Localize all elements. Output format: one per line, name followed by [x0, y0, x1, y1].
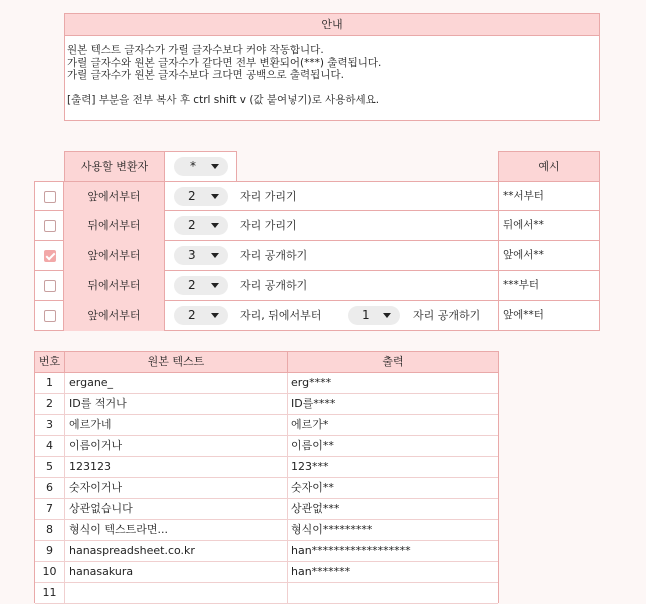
output-cell[interactable]: erg****: [291, 376, 332, 389]
example-value: ***부터: [498, 271, 600, 301]
setting-row: [34, 271, 600, 301]
example-value: **서부터: [498, 182, 600, 212]
source-cell[interactable]: 숫자이거나: [65, 478, 288, 498]
checkbox-cell: [34, 271, 64, 301]
notice-title: 안내: [65, 14, 599, 36]
source-cell[interactable]: ID를 적거나: [65, 394, 288, 414]
table-row: [35, 478, 498, 499]
source-cell[interactable]: 상관없습니다: [65, 499, 288, 519]
source-cell[interactable]: [65, 583, 288, 603]
chevron-down-icon: [211, 313, 219, 318]
output-cell[interactable]: 형식이*********: [291, 523, 373, 536]
count-value: 2: [188, 308, 196, 322]
notice-line: [출력] 부분을 전부 복사 후 ctrl shift v (값 붙여넣기)로 사용하세요.: [67, 94, 380, 106]
row-checkbox[interactable]: [44, 310, 56, 322]
row-number: 3: [35, 415, 65, 435]
output-cell[interactable]: han******************: [291, 544, 411, 557]
chevron-down-icon: [211, 164, 219, 169]
action-label: 자리 가리기: [240, 190, 297, 203]
count-value: 2: [188, 218, 196, 232]
source-cell[interactable]: hanasakura: [65, 562, 288, 582]
count-select[interactable]: [174, 276, 228, 295]
row-checkbox[interactable]: [44, 220, 56, 232]
table-row: [35, 373, 498, 394]
action-label: 자리 가리기: [240, 219, 297, 232]
table-row: [35, 583, 498, 604]
table-row: [35, 457, 498, 478]
checkbox-cell: [34, 182, 64, 212]
row-number: 9: [35, 541, 65, 561]
example-value: 앞에**터: [498, 301, 600, 331]
row-number: 1: [35, 373, 65, 393]
action-label-secondary: 자리 공개하기: [413, 309, 481, 322]
source-cell[interactable]: hanaspreadsheet.co.kr: [65, 541, 288, 561]
row-number: 11: [35, 583, 65, 603]
row-checkbox[interactable]: [44, 191, 56, 203]
row-checkbox[interactable]: [44, 250, 56, 262]
table-header: [35, 351, 498, 373]
count-value: 2: [188, 189, 196, 203]
example-value: 뒤에서**: [498, 211, 600, 241]
direction-label: 뒤에서부터: [64, 271, 165, 301]
example-header: 예시: [498, 151, 600, 182]
table-row: [35, 499, 498, 520]
output-cell[interactable]: 상관없***: [291, 502, 340, 515]
output-cell[interactable]: 에르가*: [291, 418, 329, 431]
chevron-down-icon: [211, 194, 219, 199]
table-row: [35, 520, 498, 541]
source-cell[interactable]: 123123: [65, 457, 288, 477]
converter-label: 사용할 변환자: [64, 151, 165, 182]
setting-row: [34, 241, 600, 271]
table-row: [35, 562, 498, 583]
example-value: 앞에서**: [498, 241, 600, 271]
output-cell[interactable]: [288, 583, 498, 603]
count-select-secondary[interactable]: [348, 306, 400, 325]
converter-select[interactable]: [174, 157, 228, 176]
row-number: 6: [35, 478, 65, 498]
row-number: 8: [35, 520, 65, 540]
count-select[interactable]: [174, 306, 228, 325]
row-number: 2: [35, 394, 65, 414]
source-cell[interactable]: 형식이 텍스트라면...: [65, 520, 288, 540]
table-row: [35, 541, 498, 562]
action-label: 자리, 뒤에서부터: [240, 309, 322, 322]
count-value: 3: [188, 248, 196, 262]
count-select[interactable]: [174, 187, 228, 206]
header-number: 번호: [35, 352, 65, 373]
chevron-down-icon: [383, 313, 391, 318]
setting-row: [34, 211, 600, 241]
output-cell[interactable]: 이름이**: [291, 439, 334, 452]
count-select[interactable]: [174, 246, 228, 265]
row-number: 7: [35, 499, 65, 519]
chevron-down-icon: [211, 283, 219, 288]
notice-line: 가릴 글자수와 원본 글자수가 같다면 전부 변환되어(***) 출력됩니다.: [67, 56, 382, 69]
notice-body: [65, 36, 599, 107]
direction-label: 앞에서부터: [64, 182, 165, 212]
row-number: 10: [35, 562, 65, 582]
notice-line: [67, 82, 599, 95]
converter-value: *: [190, 159, 196, 173]
row-checkbox[interactable]: [44, 280, 56, 292]
action-label: 자리 공개하기: [240, 279, 308, 292]
chevron-down-icon: [211, 223, 219, 228]
header-source: 원본 텍스트: [65, 352, 288, 373]
count-value: 2: [188, 278, 196, 292]
output-table: [34, 351, 499, 603]
notice-line: 원본 텍스트 글자수가 가릴 글자수보다 커야 작동합니다.: [67, 44, 324, 56]
count-value: 1: [362, 308, 370, 322]
source-cell[interactable]: 에르가네: [65, 415, 288, 435]
notice-line: 가릴 글자수가 원본 글자수보다 크다면 공백으로 출력됩니다.: [67, 69, 344, 81]
direction-label: 앞에서부터: [64, 301, 165, 331]
action-label: 자리 공개하기: [240, 249, 308, 262]
source-cell[interactable]: 이름이거나: [65, 436, 288, 456]
count-select[interactable]: [174, 216, 228, 235]
checkbox-cell: [34, 211, 64, 241]
checkbox-cell: [34, 241, 64, 271]
setting-row: [34, 301, 600, 331]
setting-row: [34, 181, 600, 211]
header-output: 출력: [382, 355, 404, 368]
output-cell[interactable]: ID를****: [291, 397, 336, 410]
converter-cell: [165, 151, 237, 182]
notice-panel: [64, 13, 600, 121]
checkbox-cell: [34, 301, 64, 331]
output-cell[interactable]: 숫자이**: [291, 481, 334, 494]
source-cell[interactable]: ergane_: [65, 373, 288, 393]
table-row: [35, 394, 498, 415]
table-row: [35, 415, 498, 436]
chevron-down-icon: [211, 253, 219, 258]
table-row: [35, 436, 498, 457]
row-number: 4: [35, 436, 65, 456]
output-cell[interactable]: han*******: [291, 565, 351, 578]
row-number: 5: [35, 457, 65, 477]
direction-label: 앞에서부터: [64, 241, 165, 271]
output-cell[interactable]: 123***: [291, 460, 329, 473]
direction-label: 뒤에서부터: [64, 211, 165, 241]
